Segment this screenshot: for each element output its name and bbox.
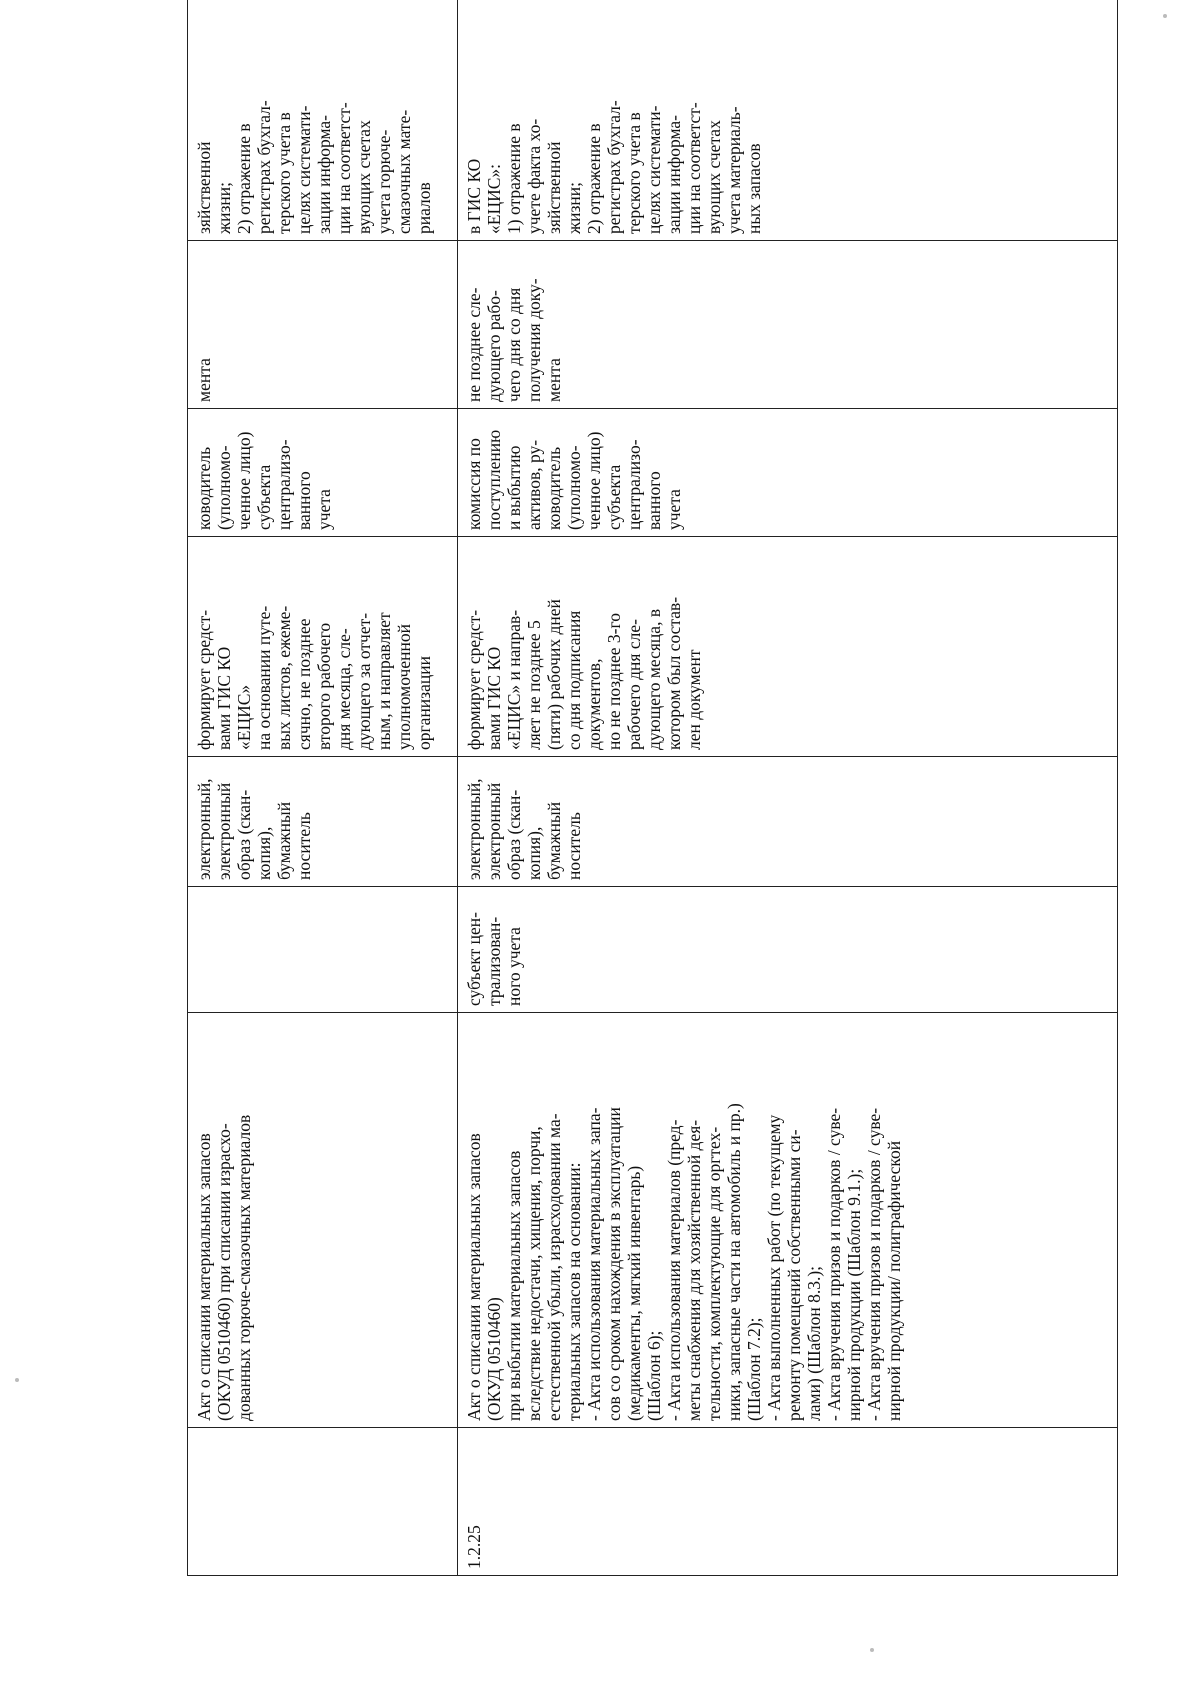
scan-speck — [870, 1648, 874, 1652]
cell-responsible: ководитель (уполномо- ченное лицо) субъекта централизо- ванного учета — [188, 409, 458, 537]
cell-number — [188, 1428, 458, 1576]
scan-speck — [15, 1378, 19, 1382]
scan-speck — [1163, 14, 1167, 18]
cell-deadline: мента — [188, 241, 458, 409]
table-row — [458, 0, 1118, 1576]
cell-deadline: не позднее сле- дующего рабо- чего дня со дня получения доку- мента — [458, 241, 1118, 409]
cell-format: электронный, электронный образ (скан- копия), бумажный носитель — [188, 757, 458, 887]
cell-purpose: зяйственной жизни; 2) отражение в регистрах бухгал- терского учета в целях системати- зации информа- ции на соответст- вующих счетах учета горюче- смазочных мате- риалов — [188, 0, 458, 241]
cell-purpose: в ГИС КО «ЕЦИС»: 1) отражение в учете факта хо- зяйственной жизни; 2) отражение в регистрах бухгал- терского учета в целях системати- зации информа- ции на соответст- вующих счетах учета материаль- ных запасов — [458, 0, 1118, 241]
cell-procedure: формирует средст- вами ГИС КО «ЕЦИС» на основании путе- вых листов, ежеме- сячно, не позднее второго рабочего дня месяца, сле- дующего за отчет- ным, и направляет уполномоченной организации — [188, 537, 458, 757]
cell-document: Акт о списании материальных запасов (ОКУД 0510460) при выбытии материальных запасов вследствие недостачи, хищения, порчи, естественной убыли, израсходовании ма- териальных запасов на основании: - Акта использования материальных запа- сов со сроком нахождения в эксплуатации (медикаменты, мягкий инвентарь) (Шаблон 6); - Акта использования материалов (пред- меты снабжения для хозяйственной дея- тельности, комплектующие для оргтех- ники, запасные части на автомобиль и пр.) (Шаблон 7.2); - Акта выполненных работ (по текущему ремонту помещений собственными си- лами) (Шаблон 8.3.); - Акта вручения призов и подарков / суве- нирной продукции (Шаблон 9.1.); - Акта вручения призов и подарков / суве- нирной продукции/ полиграфической — [458, 1013, 1118, 1428]
cell-number: 1.2.25 — [458, 1428, 1118, 1576]
rotated-table-wrapper — [187, 36, 1117, 1576]
cell-creator — [188, 887, 458, 1013]
cell-document: Акт о списании материальных запасов (ОКУД 0510460) при списании израсхо- дованных горюче-смазочных материалов — [188, 1013, 458, 1428]
cell-creator: субъект цен- трализован- ного учета — [458, 887, 1118, 1013]
cell-responsible: комиссия по поступлению и выбытию активов, ру- ководитель (уполномо- ченное лицо) субъекта централизо- ванного учета — [458, 409, 1118, 537]
table-row — [188, 0, 458, 1576]
cell-format: электронный, электронный образ (скан- копия), бумажный носитель — [458, 757, 1118, 887]
cell-procedure: формирует средст- вами ГИС КО «ЕЦИС» и направ- ляет не позднее 5 (пяти) рабочих дней со дня подписания документов, но не позднее 3-го рабочего дня сле- дующего месяца, в котором был состав- лен документ — [458, 537, 1118, 757]
document-table — [187, 0, 1118, 1576]
